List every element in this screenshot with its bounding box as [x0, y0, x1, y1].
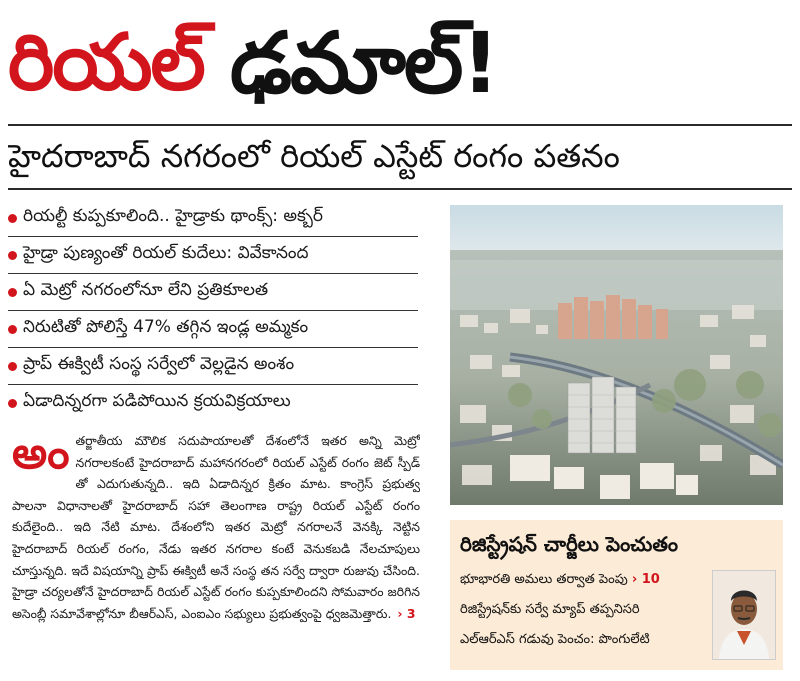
- portrait-illustration: [713, 571, 775, 659]
- bullet-text: ఏడాదిన్నరగా పడిపోయిన క్రయవిక్రయాలు: [23, 391, 291, 411]
- city-aerial-illustration: [450, 205, 783, 505]
- article-text: తర్జాతీయ మౌలిక సదుపాయాలతో దేశంలోనే ఇతర అన్ని మెట్రో నగరాలకంటే హైదరాబాద్ మహానగరంలో రియల్ ఎస్టేట్ రంగం జెట్ స్పీడ్ తో ఎదుగుతున్నది.. ఇది ఏడాదిన్నర క్రితం మాట. కాంగ్రెస్ ప్రభుత్వ పాలనా విధానాలతో హైదరాబాద్ సహా తెలంగాణ రాష్ట్ర రియల్ ఎస్టేట్ రంగం కుదేలైంది.. ఇది నేటి మాట. దేశంలోని ఇతర మెట్రో నగరాలనే వెనక్కి నెట్టిన హైదరాబాద్ రియల్ రంగం, నేడు ఇతర నగరాల కంటే వెనుకబడి నేలచూపులు చూస్తున్నది. ఇదే విషయాన్ని ప్రాప్ ఈక్విటీ అనే సంస్థ తన సర్వే ద్వారా రుజువు చేసింది. హైడ్రా చర్యలతోనే హైదరాబాద్ రియల్ ఎస్టేట్ రంగం కుప్పకూలిందని సోమవారం జరిగిన అసెంబ్లీ సమావేశాల్లోనూ బీఆర్ఎస్, ఎంఐఎం సభ్యులు ప్రభుత్వంపై ధ్వజమెత్తారు.: [12, 433, 420, 621]
- minister-portrait: [712, 570, 776, 660]
- headline: [8, 4, 792, 122]
- related-story-line: రిజిస్ట్రేషన్‌కు సర్వే మ్యాప్ తప్పనిసరి: [460, 602, 640, 617]
- related-story-line: ఎల్ఆర్ఎస్ గడువు పెంచం: పొంగులేటి: [460, 632, 650, 647]
- bullet-icon: [8, 399, 17, 408]
- bullet-text: రియల్టీ కుప్పకూలింది.. హైడ్రాకు థాంక్స్: అక్బర్: [23, 206, 324, 226]
- bullet-item: [8, 385, 418, 421]
- bullet-item: [8, 200, 418, 237]
- bullet-icon: [8, 251, 17, 260]
- related-story-title: రిజిస్ట్రేషన్ చార్జీలు పెంచుతం: [460, 532, 679, 556]
- page-ref-link[interactable]: › 10: [631, 572, 660, 587]
- bullet-text: ప్రాప్ ఈక్విటీ సంస్థ సర్వేలో వెల్లడైన అంశం: [23, 354, 295, 374]
- related-story-line: [460, 572, 660, 590]
- subheadline-rule: [8, 188, 792, 190]
- bullet-item: [8, 311, 418, 348]
- bullet-text: ఏ మెట్రో నగరంలోనూ లేని ప్రతికూలత: [23, 280, 269, 300]
- headline-rule: [8, 124, 792, 126]
- bullet-icon: [8, 325, 17, 334]
- bullet-item: [8, 274, 418, 311]
- headline-part1: రియల్: [8, 18, 204, 108]
- article-dropcap: అం: [12, 430, 70, 479]
- bullet-icon: [8, 214, 17, 223]
- bullet-icon: [8, 288, 17, 297]
- continued-on-page-link[interactable]: › 3: [397, 605, 416, 621]
- article-body: [12, 430, 420, 662]
- bullet-item: [8, 237, 418, 274]
- bullet-item: [8, 348, 418, 385]
- bullet-list: [8, 200, 418, 421]
- related-story-line-text: భూభారతి అమలు తర్వాత పెంపు: [460, 572, 628, 587]
- headline-part2: ఢమాల్!: [229, 14, 498, 112]
- bullet-icon: [8, 362, 17, 371]
- related-story-box: [450, 520, 783, 670]
- bullet-text: నిరుటితో పోలిస్తే 47% తగ్గిన ఇండ్ల అమ్మకం: [23, 317, 309, 337]
- bullet-text: హైడ్రా పుణ్యంతో రియల్ కుదేలు: వివేకానంద: [23, 243, 309, 263]
- city-aerial-photo: [450, 205, 783, 505]
- subheadline: హైదరాబాద్ నగరంలో రియల్ ఎస్టేట్ రంగం పతనం: [8, 137, 620, 175]
